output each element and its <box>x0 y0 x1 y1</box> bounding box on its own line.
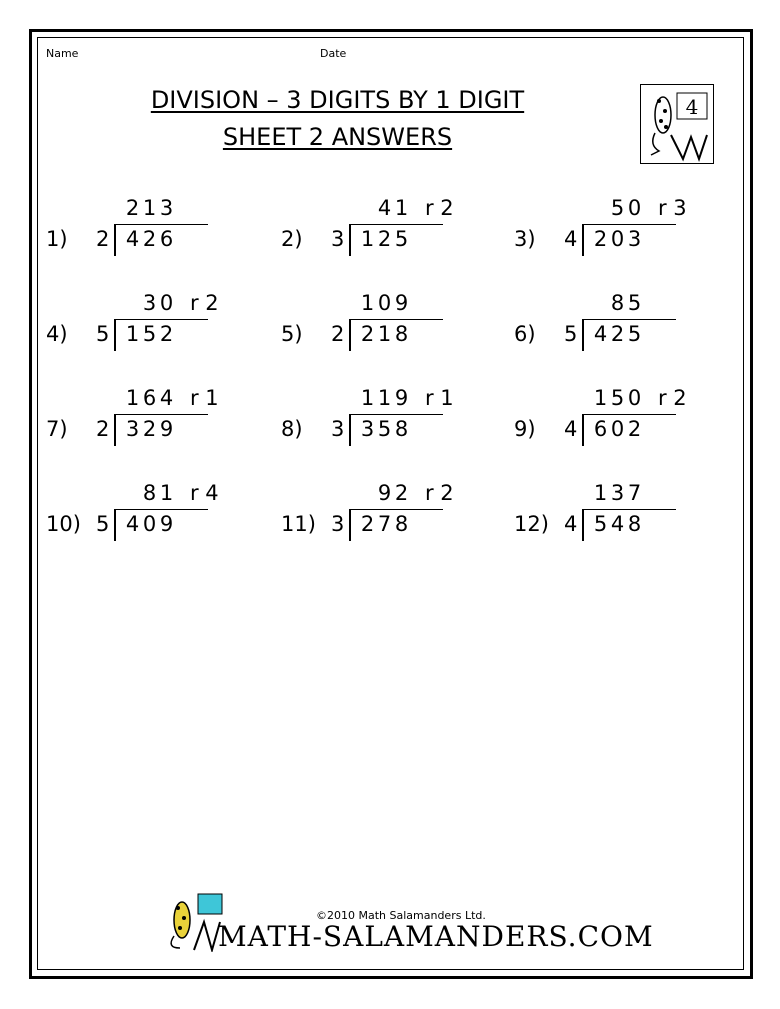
quotient-digit: 9 <box>394 291 409 315</box>
division-problem <box>281 481 511 551</box>
quotient <box>592 386 643 410</box>
problem-number: 7) <box>46 417 68 441</box>
quotient-digit: 1 <box>159 481 174 505</box>
dividend-digit: 4 <box>610 512 625 536</box>
quotient-digit: 3 <box>159 196 174 220</box>
division-problem <box>514 291 744 361</box>
division-bar <box>349 224 443 225</box>
division-bracket <box>582 319 584 351</box>
quotient <box>359 481 410 505</box>
dividend-digit: 0 <box>610 227 625 251</box>
dividend-digit: 6 <box>593 417 608 441</box>
problem-number: 3) <box>514 227 536 251</box>
dividend-digit: 2 <box>610 322 625 346</box>
problem-number: 6) <box>514 322 536 346</box>
page-subtitle: SHEET 2 ANSWERS <box>222 123 453 151</box>
division-bracket <box>582 224 584 256</box>
quotient-digit: 6 <box>142 386 157 410</box>
division-problem <box>46 196 276 266</box>
quotient-digit: 1 <box>593 481 608 505</box>
quotient-digit: 0 <box>627 386 642 410</box>
dividend-digit: 2 <box>593 227 608 251</box>
division-bar <box>349 509 443 510</box>
quotient-digit: 0 <box>627 196 642 220</box>
dividend-digit: 3 <box>125 417 140 441</box>
division-problem <box>46 481 276 551</box>
divisor: 2 <box>96 227 110 251</box>
quotient <box>359 196 410 220</box>
remainder: r 2 <box>425 481 454 505</box>
quotient-digit: 5 <box>610 386 625 410</box>
salamander-icon <box>641 85 713 163</box>
dividend-digit: 0 <box>142 512 157 536</box>
quotient <box>359 291 410 315</box>
dividend <box>359 512 410 536</box>
dividend <box>592 322 643 346</box>
quotient-digit: 5 <box>610 196 625 220</box>
dividend-digit: 2 <box>377 227 392 251</box>
dividend-digit: 3 <box>627 227 642 251</box>
division-bar <box>114 224 208 225</box>
remainder: r 3 <box>658 196 687 220</box>
division-problem <box>46 291 276 361</box>
division-problem <box>281 196 511 266</box>
division-problem <box>281 386 511 456</box>
copyright-text: ©2010 Math Salamanders Ltd. <box>316 909 486 922</box>
problem-number: 8) <box>281 417 303 441</box>
division-problem <box>514 481 744 551</box>
quotient-digit <box>124 291 141 315</box>
remainder: r 2 <box>658 386 687 410</box>
problem-number: 12) <box>514 512 549 536</box>
quotient-digit: 1 <box>377 386 392 410</box>
dividend-digit: 5 <box>377 417 392 441</box>
dividend-digit: 9 <box>159 512 174 536</box>
quotient-digit <box>359 481 376 505</box>
problem-number: 9) <box>514 417 536 441</box>
dividend-digit: 2 <box>627 417 642 441</box>
quotient <box>124 481 175 505</box>
quotient-digit <box>124 481 141 505</box>
quotient <box>592 481 643 505</box>
quotient-digit: 1 <box>125 386 140 410</box>
problem-number: 1) <box>46 227 68 251</box>
divisor: 3 <box>331 227 345 251</box>
remainder: r 1 <box>190 386 219 410</box>
divisor: 4 <box>564 227 578 251</box>
division-bracket <box>582 509 584 541</box>
dividend-digit: 8 <box>394 512 409 536</box>
division-bracket <box>349 414 351 446</box>
quotient-digit: 9 <box>377 481 392 505</box>
quotient-digit: 3 <box>142 291 157 315</box>
quotient-digit: 4 <box>159 386 174 410</box>
dividend-digit: 1 <box>125 322 140 346</box>
quotient-digit <box>359 196 376 220</box>
divisor: 5 <box>96 512 110 536</box>
quotient-digit: 0 <box>377 291 392 315</box>
dividend-digit: 5 <box>142 322 157 346</box>
dividend <box>124 227 175 251</box>
dividend-digit: 8 <box>627 512 642 536</box>
quotient-digit: 1 <box>360 291 375 315</box>
division-bar <box>582 224 676 225</box>
division-bar <box>349 414 443 415</box>
division-bracket <box>349 319 351 351</box>
quotient-digit: 5 <box>627 291 642 315</box>
quotient-digit: 0 <box>159 291 174 315</box>
remainder: r 2 <box>190 291 219 315</box>
quotient-digit: 2 <box>125 196 140 220</box>
dividend-digit: 9 <box>159 417 174 441</box>
division-bar <box>114 509 208 510</box>
problem-number: 5) <box>281 322 303 346</box>
divisor: 3 <box>331 417 345 441</box>
divisor: 2 <box>331 322 345 346</box>
dividend-digit: 5 <box>593 512 608 536</box>
quotient-digit: 1 <box>360 386 375 410</box>
divisor: 5 <box>96 322 110 346</box>
dividend-digit: 2 <box>159 322 174 346</box>
dividend-digit: 2 <box>142 227 157 251</box>
page-title: DIVISION – 3 DIGITS BY 1 DIGIT <box>150 86 525 114</box>
dividend-digit: 6 <box>159 227 174 251</box>
dividend-digit: 2 <box>360 512 375 536</box>
division-bar <box>582 414 676 415</box>
division-bracket <box>114 319 116 351</box>
quotient-digit: 4 <box>377 196 392 220</box>
quotient <box>124 196 175 220</box>
quotient <box>124 386 175 410</box>
division-bracket <box>582 414 584 446</box>
division-bar <box>582 319 676 320</box>
dividend-digit: 0 <box>610 417 625 441</box>
problem-number: 2) <box>281 227 303 251</box>
division-bracket <box>114 414 116 446</box>
dividend-digit: 5 <box>394 227 409 251</box>
division-problem <box>514 196 744 266</box>
divisor: 4 <box>564 417 578 441</box>
remainder: r 4 <box>190 481 219 505</box>
quotient-digit: 7 <box>627 481 642 505</box>
division-problem <box>514 386 744 456</box>
dividend-digit: 4 <box>125 227 140 251</box>
quotient <box>592 196 643 220</box>
remainder: r 1 <box>425 386 454 410</box>
divisor: 2 <box>96 417 110 441</box>
dividend <box>359 417 410 441</box>
dividend <box>592 512 643 536</box>
division-bar <box>582 509 676 510</box>
dividend-digit: 5 <box>627 322 642 346</box>
logo-badge: 4 <box>685 95 699 119</box>
dividend-digit: 1 <box>360 227 375 251</box>
quotient-digit: 1 <box>593 386 608 410</box>
date-label: Date <box>320 47 347 60</box>
remainder: r 2 <box>425 196 454 220</box>
dividend <box>124 512 175 536</box>
dividend <box>592 227 643 251</box>
dividend-digit: 8 <box>394 417 409 441</box>
divisor: 4 <box>564 512 578 536</box>
quotient-digit <box>592 196 609 220</box>
dividend-digit: 4 <box>125 512 140 536</box>
dividend-digit: 2 <box>360 322 375 346</box>
dividend-digit: 1 <box>377 322 392 346</box>
division-bar <box>114 319 208 320</box>
brand-wordmark: MATH-SALAMANDERS.COM <box>218 920 654 953</box>
problem-number: 4) <box>46 322 68 346</box>
division-bracket <box>114 224 116 256</box>
dividend-digit: 8 <box>394 322 409 346</box>
quotient-digit: 2 <box>394 481 409 505</box>
divisor: 5 <box>564 322 578 346</box>
dividend <box>124 322 175 346</box>
quotient-digit: 8 <box>610 291 625 315</box>
dividend <box>359 322 410 346</box>
quotient-digit <box>592 291 609 315</box>
division-bracket <box>114 509 116 541</box>
problem-number: 11) <box>281 512 316 536</box>
dividend <box>592 417 643 441</box>
dividend-digit: 2 <box>142 417 157 441</box>
problem-number: 10) <box>46 512 81 536</box>
dividend-digit: 4 <box>593 322 608 346</box>
division-bracket <box>349 224 351 256</box>
division-bar <box>114 414 208 415</box>
quotient <box>124 291 175 315</box>
salamander-logo <box>640 84 714 164</box>
quotient-digit: 9 <box>394 386 409 410</box>
division-bar <box>349 319 443 320</box>
division-bracket <box>349 509 351 541</box>
quotient-digit: 3 <box>610 481 625 505</box>
dividend <box>359 227 410 251</box>
quotient-digit: 8 <box>142 481 157 505</box>
quotient <box>359 386 410 410</box>
divisor: 3 <box>331 512 345 536</box>
dividend-digit: 3 <box>360 417 375 441</box>
name-label: Name <box>46 47 79 60</box>
dividend-digit: 7 <box>377 512 392 536</box>
division-problem <box>46 386 276 456</box>
dividend <box>124 417 175 441</box>
quotient <box>592 291 643 315</box>
division-problem <box>281 291 511 361</box>
quotient-digit: 1 <box>394 196 409 220</box>
quotient-digit: 1 <box>142 196 157 220</box>
